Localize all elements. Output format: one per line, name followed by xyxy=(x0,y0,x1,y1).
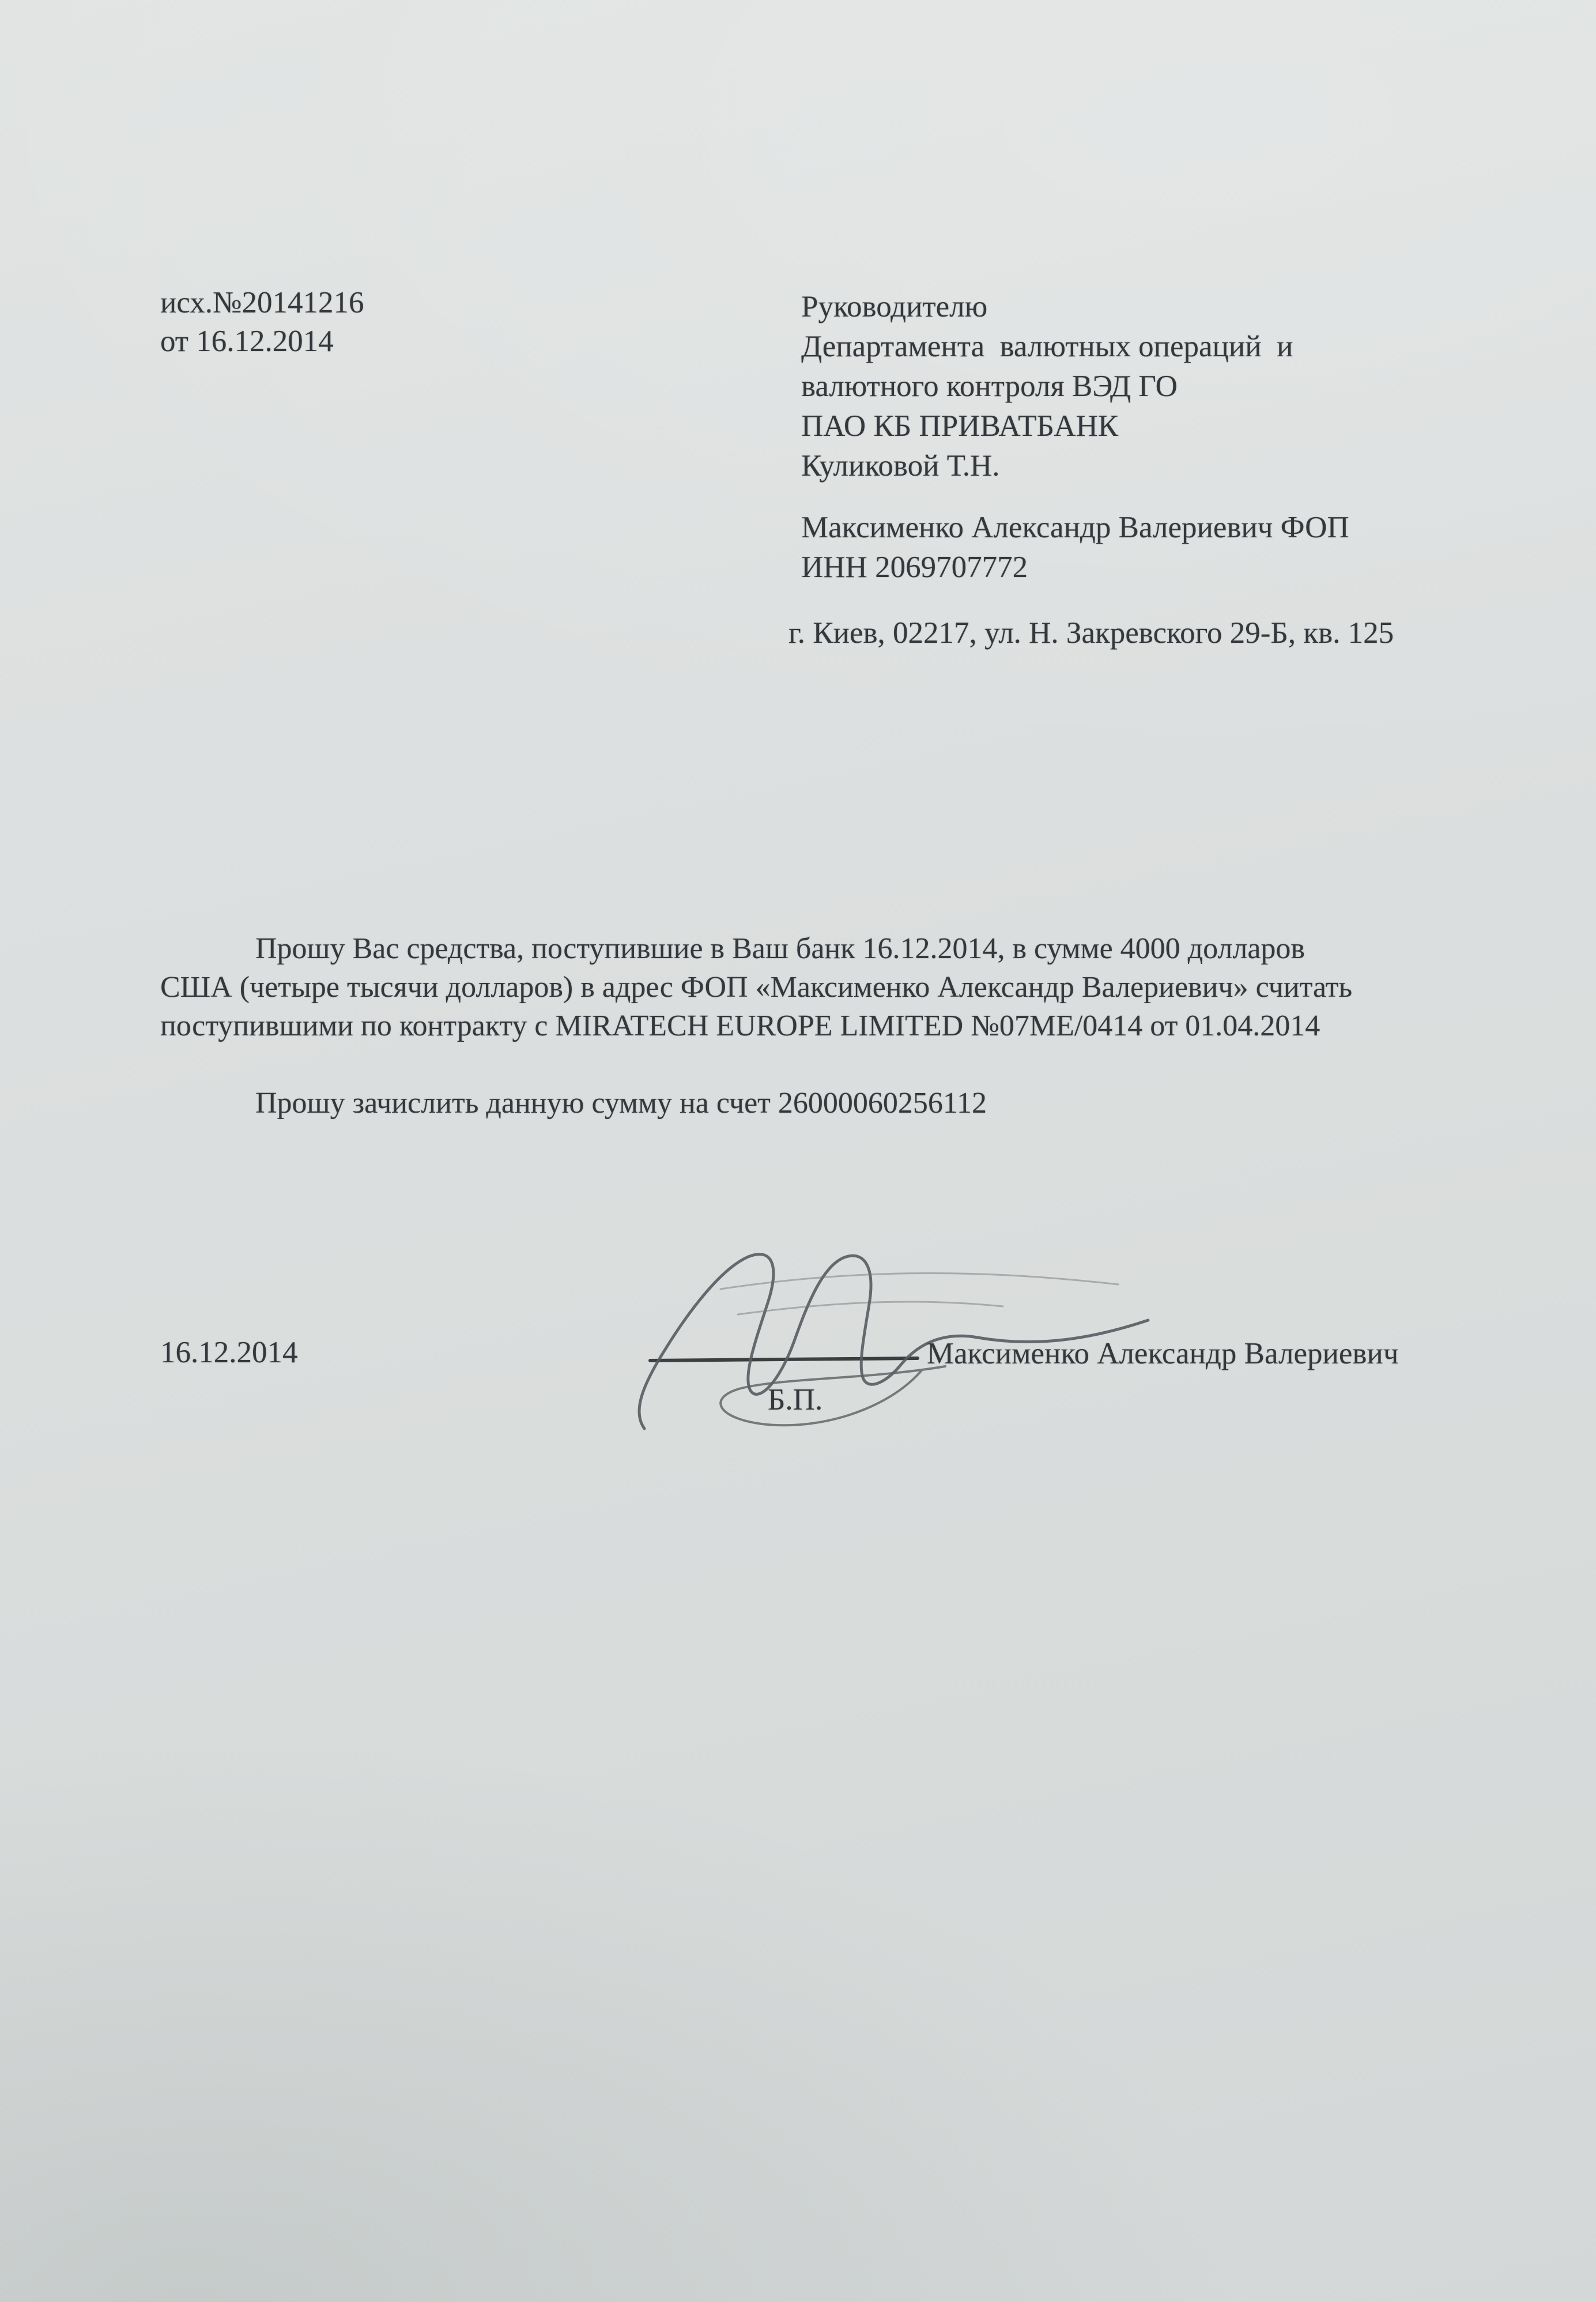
outgoing-number: исх.№20141216 xyxy=(160,286,364,319)
outgoing-date: от 16.12.2014 xyxy=(160,325,334,358)
body-request-line: Прошу зачислить данную сумму на счет 26000060256112 xyxy=(255,1087,987,1120)
signature-hairline xyxy=(720,1273,1118,1289)
reference-block xyxy=(160,284,364,361)
footer-date: 16.12.2014 xyxy=(160,1336,298,1369)
addressee-line: валютного контроля ВЭД ГО xyxy=(801,370,1178,403)
sender-line: Максименко Александр Валериевич ФОП xyxy=(801,511,1349,544)
signature-flourish xyxy=(720,1366,945,1425)
signature-line xyxy=(650,1358,918,1361)
body-line: США (четыре тысячи долларов) в адрес ФОП «Максименко Александр Валериевич» считать xyxy=(160,971,1353,1004)
stamp-initials: Б.П. xyxy=(768,1383,823,1416)
sender-address: г. Киев, 02217, ул. Н. Закревского 29-Б, кв. 125 xyxy=(788,616,1394,650)
addressee-line: ПАО КБ ПРИВАТБАНК xyxy=(801,409,1119,443)
signer-name: Максименко Александр Валериевич xyxy=(927,1337,1399,1370)
addressee-line: Куликовой Т.Н. xyxy=(801,449,1000,483)
body-request xyxy=(160,1086,987,1120)
addressee-line: Руководителю xyxy=(801,290,988,323)
addressee-block xyxy=(801,287,1293,486)
sender-block xyxy=(801,508,1349,587)
sender-line: ИНН 2069707772 xyxy=(801,551,1028,584)
addressee-line: Департамента валютных операций и xyxy=(801,330,1293,363)
body-paragraph xyxy=(160,929,1352,1045)
body-line: Прошу Вас средства, поступившие в Ваш банк 16.12.2014, в сумме 4000 долларов xyxy=(255,932,1305,965)
body-line: поступившими по контракту с MIRATECH EUROPE LIMITED №07ME/0414 от 01.04.2014 xyxy=(160,1009,1320,1042)
